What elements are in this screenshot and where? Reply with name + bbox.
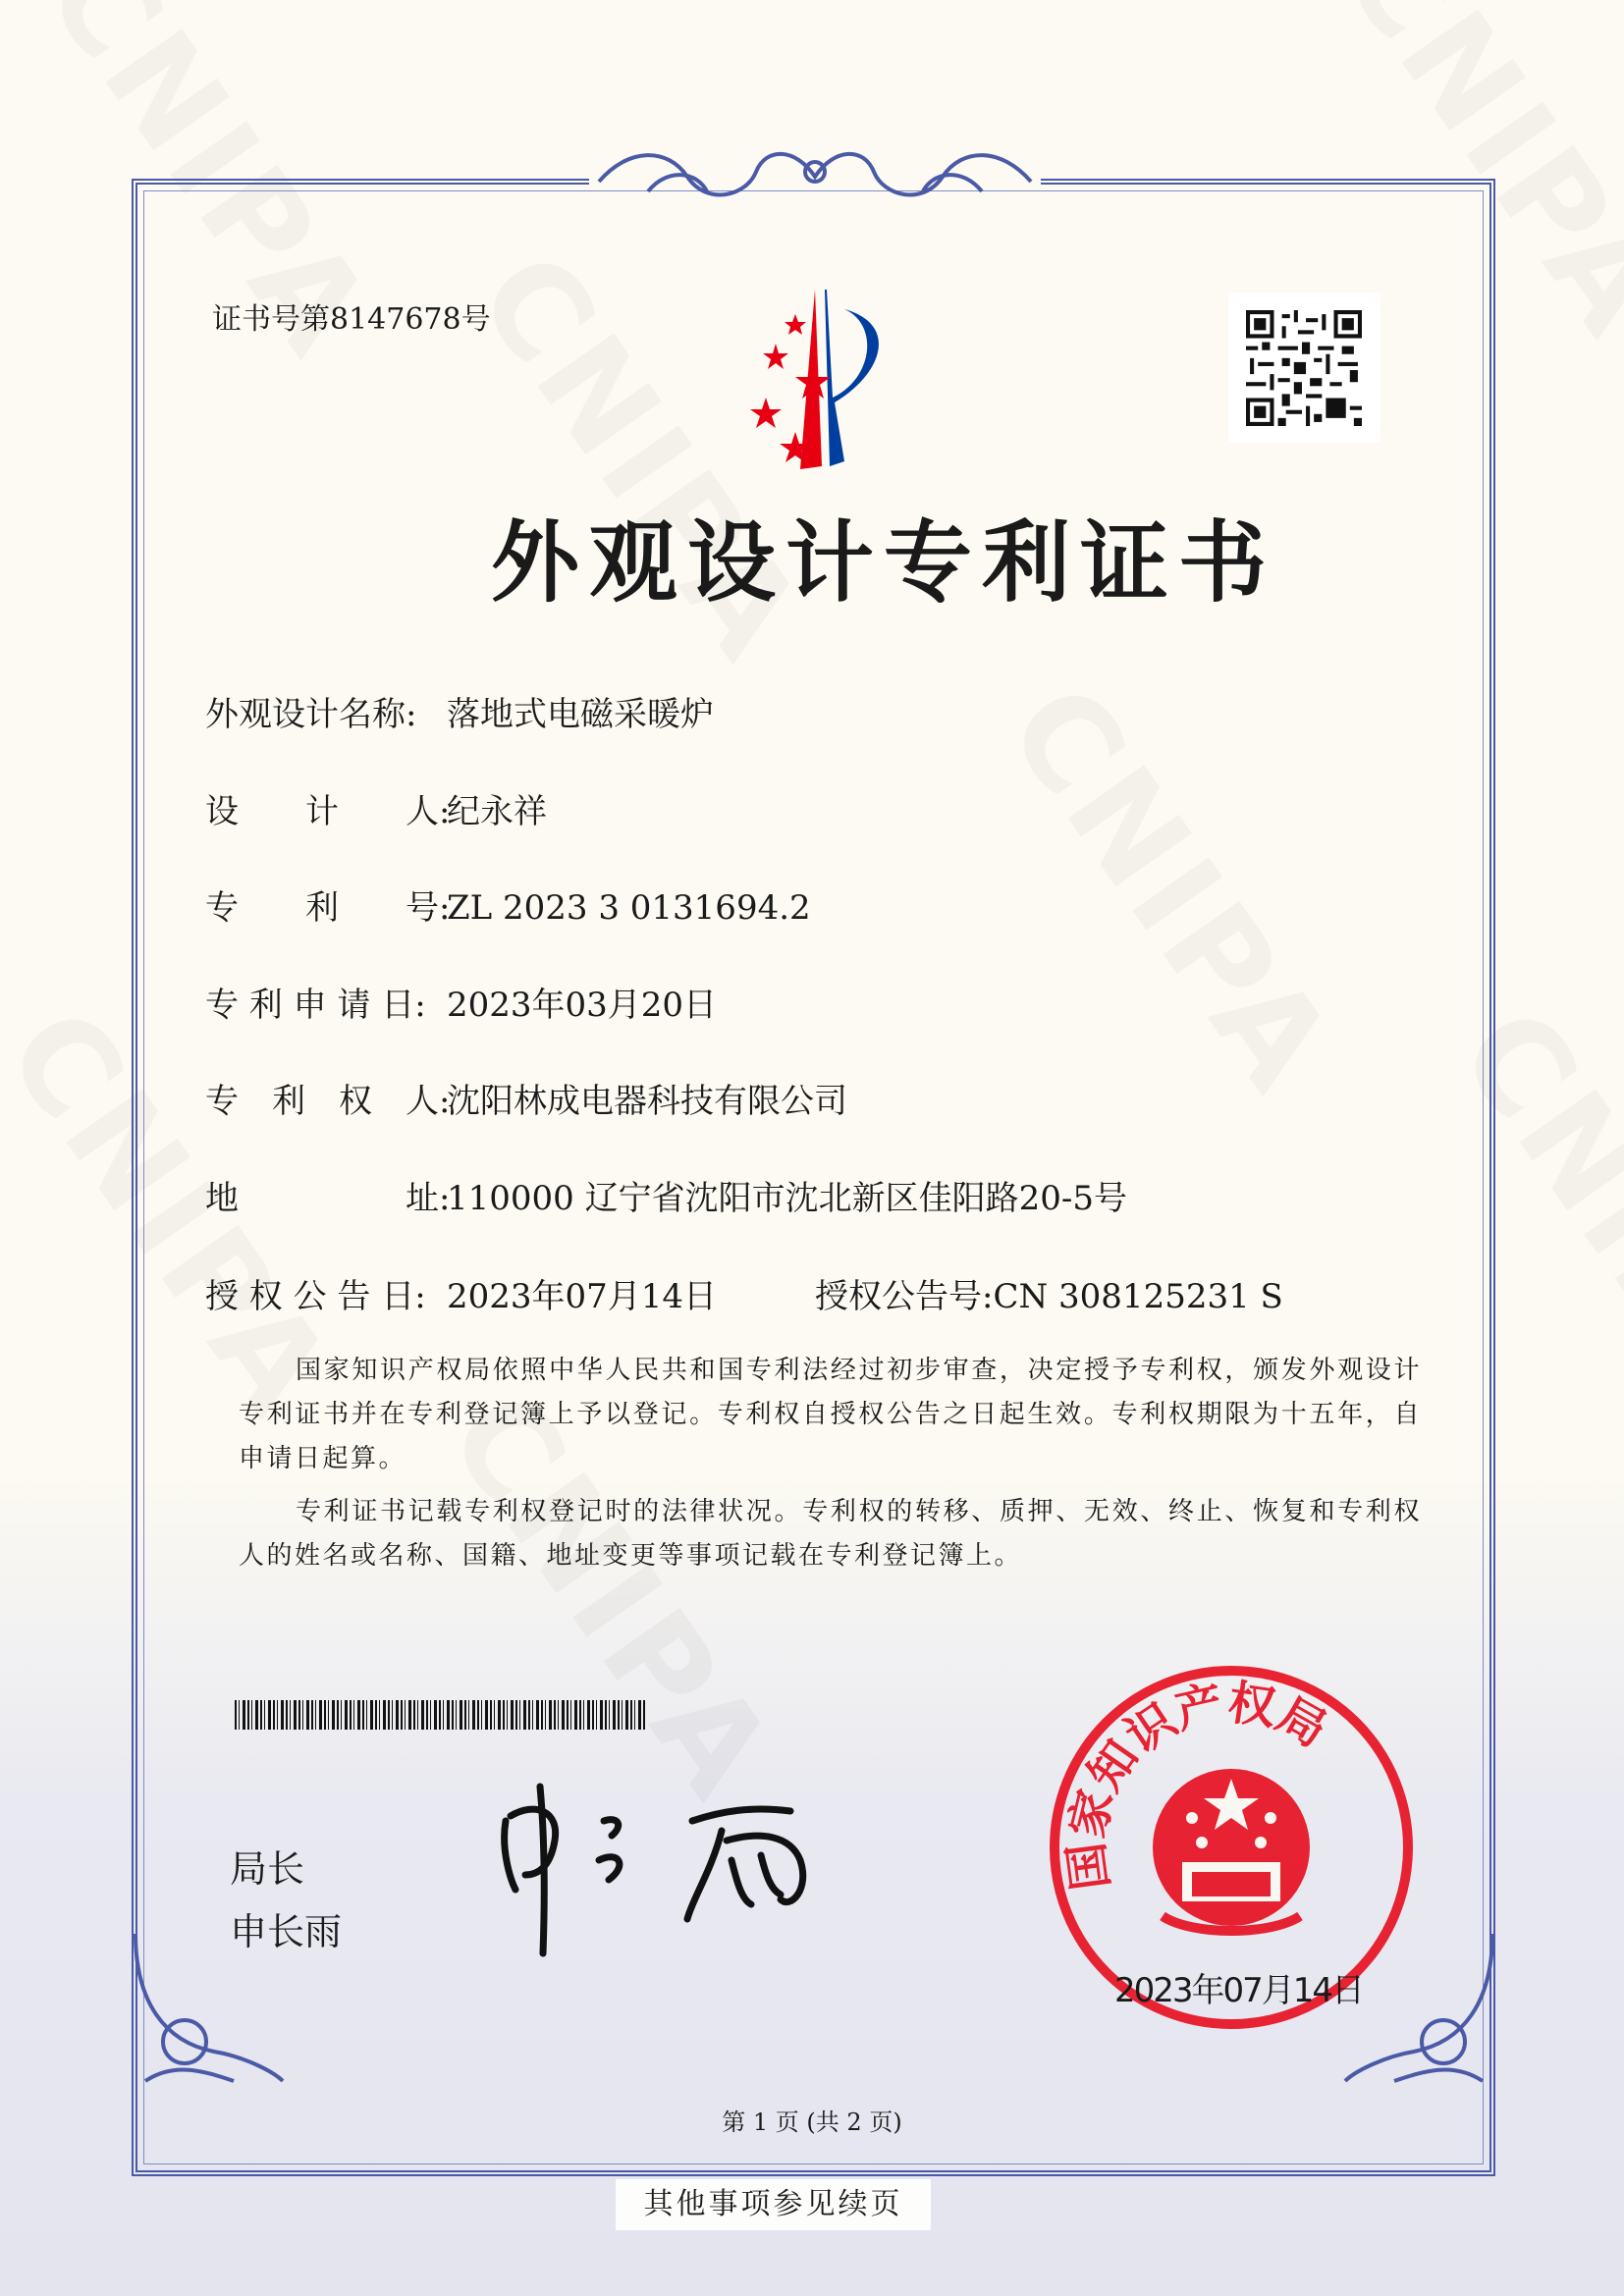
paragraph-grant: 国家知识产权局依照中华人民共和国专利法经过初步审查，决定授予专利权，颁发外观设计专利证书并在专利登记簿上予以登记。专利权自授权公告之日起生效。专利权期限为十五年，自申请日起算。 (239, 1356, 1422, 1473)
field-value: 落地式电磁采暖炉 (447, 695, 714, 734)
field-value: ZL 2023 3 0131694.2 (447, 888, 811, 928)
signatory-name: 申长雨 (230, 1910, 343, 1953)
seal-text: 国家知识产权局 (1058, 1675, 1336, 1894)
field-label: 授 权 公 告 日: (205, 1277, 426, 1316)
field-label: 设 计 人: (205, 792, 451, 831)
field-value: CN 308125231 S (993, 1277, 1283, 1316)
field-label: 专 利 权 人: (205, 1082, 451, 1121)
field-grant-date (205, 1269, 717, 1317)
field-designer (205, 784, 547, 832)
handwritten-signature (496, 1782, 839, 1958)
field-patentee (205, 1074, 847, 1122)
field-label: 授权公告号: (815, 1277, 994, 1316)
field-patent-number (205, 881, 811, 929)
field-label: 专 利 号: (205, 888, 451, 928)
cnipa-logo (687, 285, 943, 481)
field-address (205, 1171, 1127, 1219)
field-application-date (205, 978, 717, 1026)
field-value: 沈阳林成电器科技有限公司 (447, 1082, 847, 1121)
field-value: 2023年03月20日 (447, 986, 718, 1025)
certificate-title: 外观设计专利证书 (491, 511, 1276, 614)
seal-date: 2023年07月14日 (1114, 1971, 1364, 2010)
field-value: 纪永祥 (447, 792, 547, 831)
continuation-note: 其他事项参见续页 (616, 2179, 931, 2230)
field-label: 外观设计名称: (205, 695, 417, 734)
field-value: 110000 辽宁省沈阳市沈北新区佳阳路20-5号 (447, 1179, 1127, 1218)
barcode (235, 1700, 645, 1730)
certificate-number: 证书号第8147678号 (212, 302, 491, 337)
page-number: 第 1 页 (共 2 页) (722, 2109, 902, 2136)
field-label: 地 址: (205, 1179, 451, 1218)
paragraph-legal-status: 专利证书记载专利权登记时的法律状况。专利权的转移、质押、无效、终止、恢复和专利权人的姓名或名称、国籍、地址变更等事项记载在专利登记簿上。 (239, 1497, 1422, 1571)
top-ornament (589, 137, 1041, 216)
field-publication-number (815, 1269, 1283, 1317)
qr-code[interactable] (1228, 293, 1380, 443)
field-design-name (205, 687, 714, 735)
field-label: 专 利 申 请 日: (205, 986, 426, 1025)
signatory-title: 局长 (230, 1847, 305, 1891)
field-value: 2023年07月14日 (447, 1277, 718, 1316)
